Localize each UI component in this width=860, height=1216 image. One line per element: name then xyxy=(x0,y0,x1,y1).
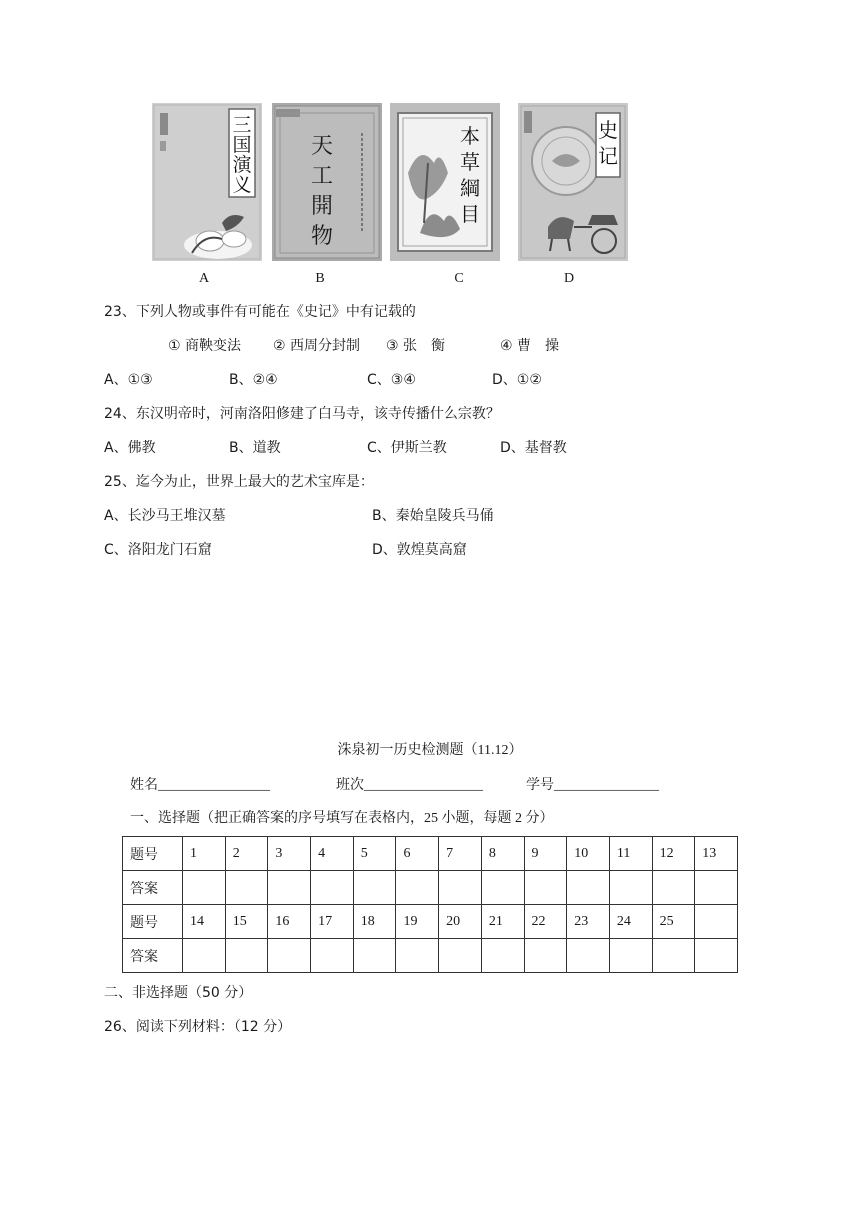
answer-cell[interactable] xyxy=(311,871,354,905)
question-24-option-b: B、道教 xyxy=(229,440,281,456)
answer-cell[interactable] xyxy=(481,939,524,973)
number-cell: 15 xyxy=(225,905,268,939)
question-26-text: 26、阅读下列材料：（12 分） xyxy=(104,1019,292,1035)
svg-text:义: 义 xyxy=(232,174,252,196)
cover-label-d: D xyxy=(563,271,575,286)
question-23-text: 23、下列人物或事件有可能在《史记》中有记载的 xyxy=(104,304,416,320)
answer-cell[interactable] xyxy=(268,939,311,973)
question-23-option-d: D、①② xyxy=(492,372,542,388)
student-number-field[interactable]: 学号_______________ xyxy=(526,778,659,793)
number-cell: 25 xyxy=(652,905,695,939)
answer-cell[interactable] xyxy=(652,871,695,905)
question-24-option-c: C、伊斯兰教 xyxy=(367,440,447,456)
answer-cell[interactable] xyxy=(652,939,695,973)
question-23-item-1: ① 商鞅变法 xyxy=(168,338,242,354)
svg-text:本: 本 xyxy=(460,124,480,148)
number-cell: 22 xyxy=(524,905,567,939)
answer-cell[interactable] xyxy=(268,871,311,905)
svg-text:演: 演 xyxy=(232,154,252,176)
name-field[interactable]: 姓名________________ xyxy=(130,778,270,793)
number-cell: 2 xyxy=(225,837,268,871)
answer-cell[interactable] xyxy=(481,871,524,905)
row-label-number: 题号 xyxy=(123,837,183,871)
answer-cell[interactable] xyxy=(695,939,738,973)
number-cell: 1 xyxy=(183,837,226,871)
answer-cell[interactable] xyxy=(396,871,439,905)
number-cell: 13 xyxy=(695,837,738,871)
cover-label-c: C xyxy=(454,271,464,286)
section-2-heading: 二、非选择题（50 分） xyxy=(104,985,253,1001)
cover-label-b: B xyxy=(315,271,325,286)
question-24-text: 24、东汉明帝时，河南洛阳修建了白马寺，该寺传播什么宗教？ xyxy=(104,406,500,422)
svg-text:開: 開 xyxy=(310,194,334,219)
question-24-option-d: D、基督教 xyxy=(500,440,567,456)
answer-sheet-title: 洙泉初一历史检测题（11.12） xyxy=(337,743,523,758)
answer-cell[interactable] xyxy=(609,871,652,905)
table-row xyxy=(123,939,738,973)
answer-cell[interactable] xyxy=(695,871,738,905)
section-1-heading: 一、选择题（把正确答案的序号填写在表格内，25 小题，每题 2 分） xyxy=(130,811,554,826)
svg-text:目: 目 xyxy=(460,202,480,226)
number-cell: 9 xyxy=(524,837,567,871)
number-cell: 8 xyxy=(481,837,524,871)
svg-text:史: 史 xyxy=(598,118,618,142)
question-23-item-4: ④ 曹 操 xyxy=(500,338,560,354)
number-cell: 5 xyxy=(353,837,396,871)
question-25-option-b: B、秦始皇陵兵马俑 xyxy=(372,508,494,524)
answer-cell[interactable] xyxy=(353,871,396,905)
number-cell: 7 xyxy=(439,837,482,871)
number-cell: 23 xyxy=(567,905,610,939)
number-cell: 21 xyxy=(481,905,524,939)
answer-cell[interactable] xyxy=(353,939,396,973)
svg-text:物: 物 xyxy=(310,224,334,249)
cover-tiangong-kaiwu xyxy=(272,103,382,261)
answer-cell[interactable] xyxy=(439,871,482,905)
number-cell: 6 xyxy=(396,837,439,871)
number-cell: 19 xyxy=(396,905,439,939)
number-cell: 11 xyxy=(609,837,652,871)
question-23-item-3: ③ 张 衡 xyxy=(386,338,446,354)
class-field[interactable]: 班次_________________ xyxy=(336,778,483,793)
number-cell: 20 xyxy=(439,905,482,939)
number-cell: 10 xyxy=(567,837,610,871)
number-cell: 24 xyxy=(609,905,652,939)
answer-cell[interactable] xyxy=(567,871,610,905)
table-row xyxy=(123,871,738,905)
table-row xyxy=(123,837,738,871)
row-label-number: 题号 xyxy=(123,905,183,939)
svg-text:草: 草 xyxy=(460,150,480,174)
cover-label-a: A xyxy=(198,271,210,286)
cover-sanguo-yanyi xyxy=(152,103,262,261)
svg-text:綱: 綱 xyxy=(460,176,480,200)
answer-cell[interactable] xyxy=(609,939,652,973)
answer-cell[interactable] xyxy=(524,939,567,973)
answer-cell[interactable] xyxy=(439,939,482,973)
answer-cell[interactable] xyxy=(567,939,610,973)
row-label-answer: 答案 xyxy=(123,939,183,973)
svg-text:国: 国 xyxy=(232,134,252,156)
question-23-option-b: B、②④ xyxy=(229,372,278,388)
answer-cell[interactable] xyxy=(524,871,567,905)
svg-text:三: 三 xyxy=(232,114,252,136)
answer-cell[interactable] xyxy=(183,939,226,973)
question-23-item-2: ② 西周分封制 xyxy=(273,338,361,354)
number-cell: 14 xyxy=(183,905,226,939)
table-row xyxy=(123,905,738,939)
question-23-option-c: C、③④ xyxy=(367,372,416,388)
question-24-option-a: A、佛教 xyxy=(104,440,156,456)
number-cell: 18 xyxy=(353,905,396,939)
svg-text:工: 工 xyxy=(310,164,334,189)
number-cell xyxy=(695,905,738,939)
cover-shiji xyxy=(518,103,628,261)
number-cell: 12 xyxy=(652,837,695,871)
question-25-text: 25、迄今为止，世界上最大的艺术宝库是： xyxy=(104,474,374,490)
question-25-option-c: C、洛阳龙门石窟 xyxy=(104,542,212,558)
row-label-answer: 答案 xyxy=(123,871,183,905)
question-25-option-a: A、长沙马王堆汉墓 xyxy=(104,508,226,524)
question-23-option-a: A、①③ xyxy=(104,372,153,388)
answer-cell[interactable] xyxy=(396,939,439,973)
number-cell: 4 xyxy=(311,837,354,871)
answer-cell[interactable] xyxy=(225,939,268,973)
answer-table xyxy=(122,836,738,973)
svg-text:记: 记 xyxy=(598,144,618,168)
number-cell: 17 xyxy=(311,905,354,939)
answer-cell[interactable] xyxy=(311,939,354,973)
number-cell: 3 xyxy=(268,837,311,871)
svg-text:天: 天 xyxy=(310,134,334,159)
question-25-option-d: D、敦煌莫高窟 xyxy=(372,542,467,558)
answer-cell[interactable] xyxy=(225,871,268,905)
number-cell: 16 xyxy=(268,905,311,939)
cover-bencao-gangmu xyxy=(390,103,500,261)
answer-cell[interactable] xyxy=(183,871,226,905)
